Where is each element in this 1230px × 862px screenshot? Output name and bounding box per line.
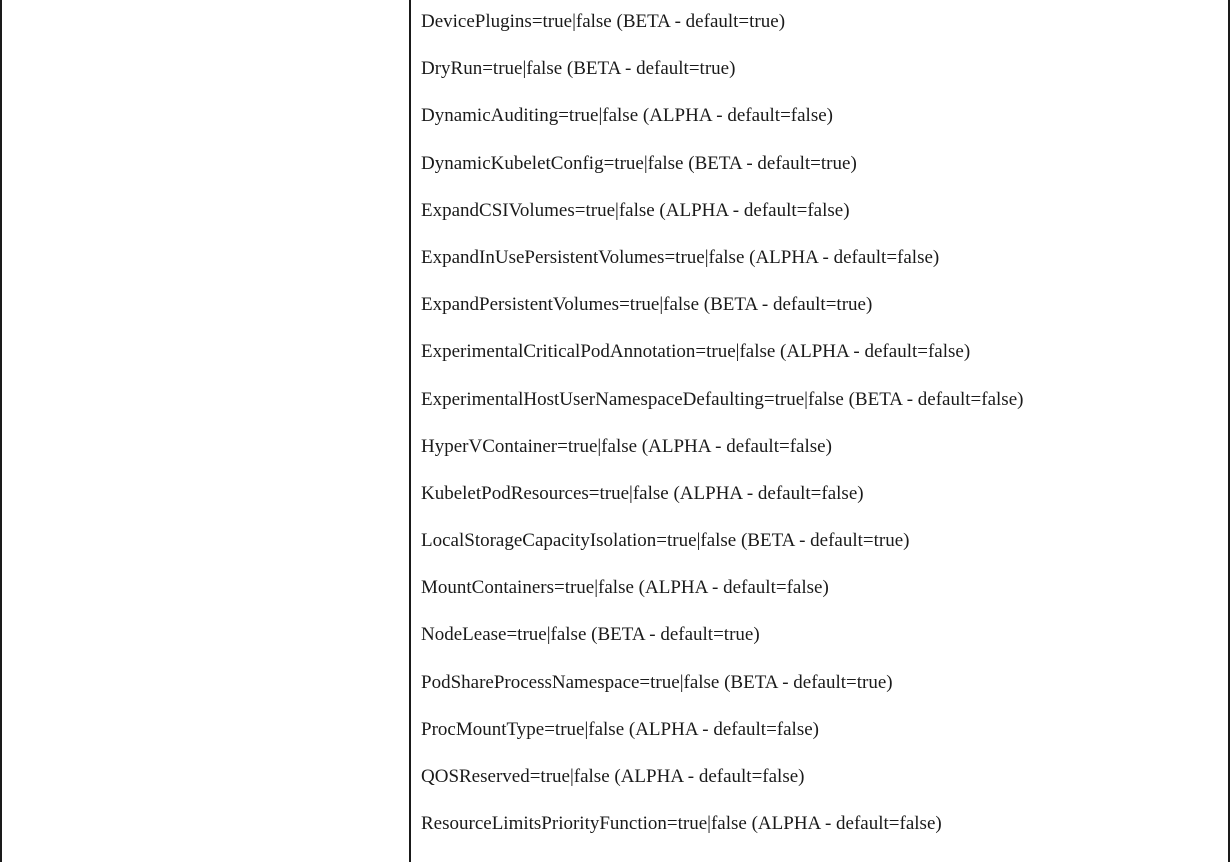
feature-gate-item: QOSReserved=true|false (ALPHA - default=false): [421, 766, 805, 787]
feature-gate-item: ProcMountType=true|false (ALPHA - default=false): [421, 718, 819, 740]
feature-gate-item: LocalStorageCapacityIsolation=true|false (BETA - default=true): [421, 530, 910, 552]
feature-gate-list: [421, 7, 1023, 856]
feature-gate-item: ExperimentalHostUserNamespaceDefaulting=true|false (BETA - default=false): [421, 388, 1024, 410]
feature-gate-item: DryRun=true|false (BETA - default=true): [421, 58, 736, 80]
feature-gate-item: DynamicKubeletConfig=true|false (BETA - default=true): [421, 152, 857, 174]
feature-gate-item: ExpandInUsePersistentVolumes=true|false (ALPHA - default=false): [421, 246, 940, 268]
option-description-cell: [411, 0, 1228, 862]
feature-gate-item: KubeletPodResources=true|false (ALPHA - default=false): [421, 482, 864, 504]
feature-gate-item: HyperVContainer=true|false (ALPHA - default=false): [421, 435, 832, 457]
feature-gate-item: ResourceLimitsPriorityFunction=true|false (ALPHA - default=false): [421, 813, 942, 835]
feature-gate-item: PodShareProcessNamespace=true|false (BETA - default=true): [421, 671, 893, 693]
feature-gate-item: DevicePlugins=true|false (BETA - default=true): [421, 11, 786, 32]
feature-gate-item: ExpandPersistentVolumes=true|false (BETA - default=true): [421, 294, 873, 316]
feature-gate-item: ExperimentalCriticalPodAnnotation=true|false (ALPHA - default=false): [421, 341, 971, 363]
feature-gate-item: DynamicAuditing=true|false (ALPHA - default=false): [421, 105, 833, 127]
feature-gate-item: ExpandCSIVolumes=true|false (ALPHA - default=false): [421, 199, 850, 221]
option-name-cell: [2, 0, 409, 862]
feature-gate-item: MountContainers=true|false (ALPHA - default=false): [421, 577, 829, 599]
feature-gate-item: NodeLease=true|false (BETA - default=true): [421, 624, 760, 646]
